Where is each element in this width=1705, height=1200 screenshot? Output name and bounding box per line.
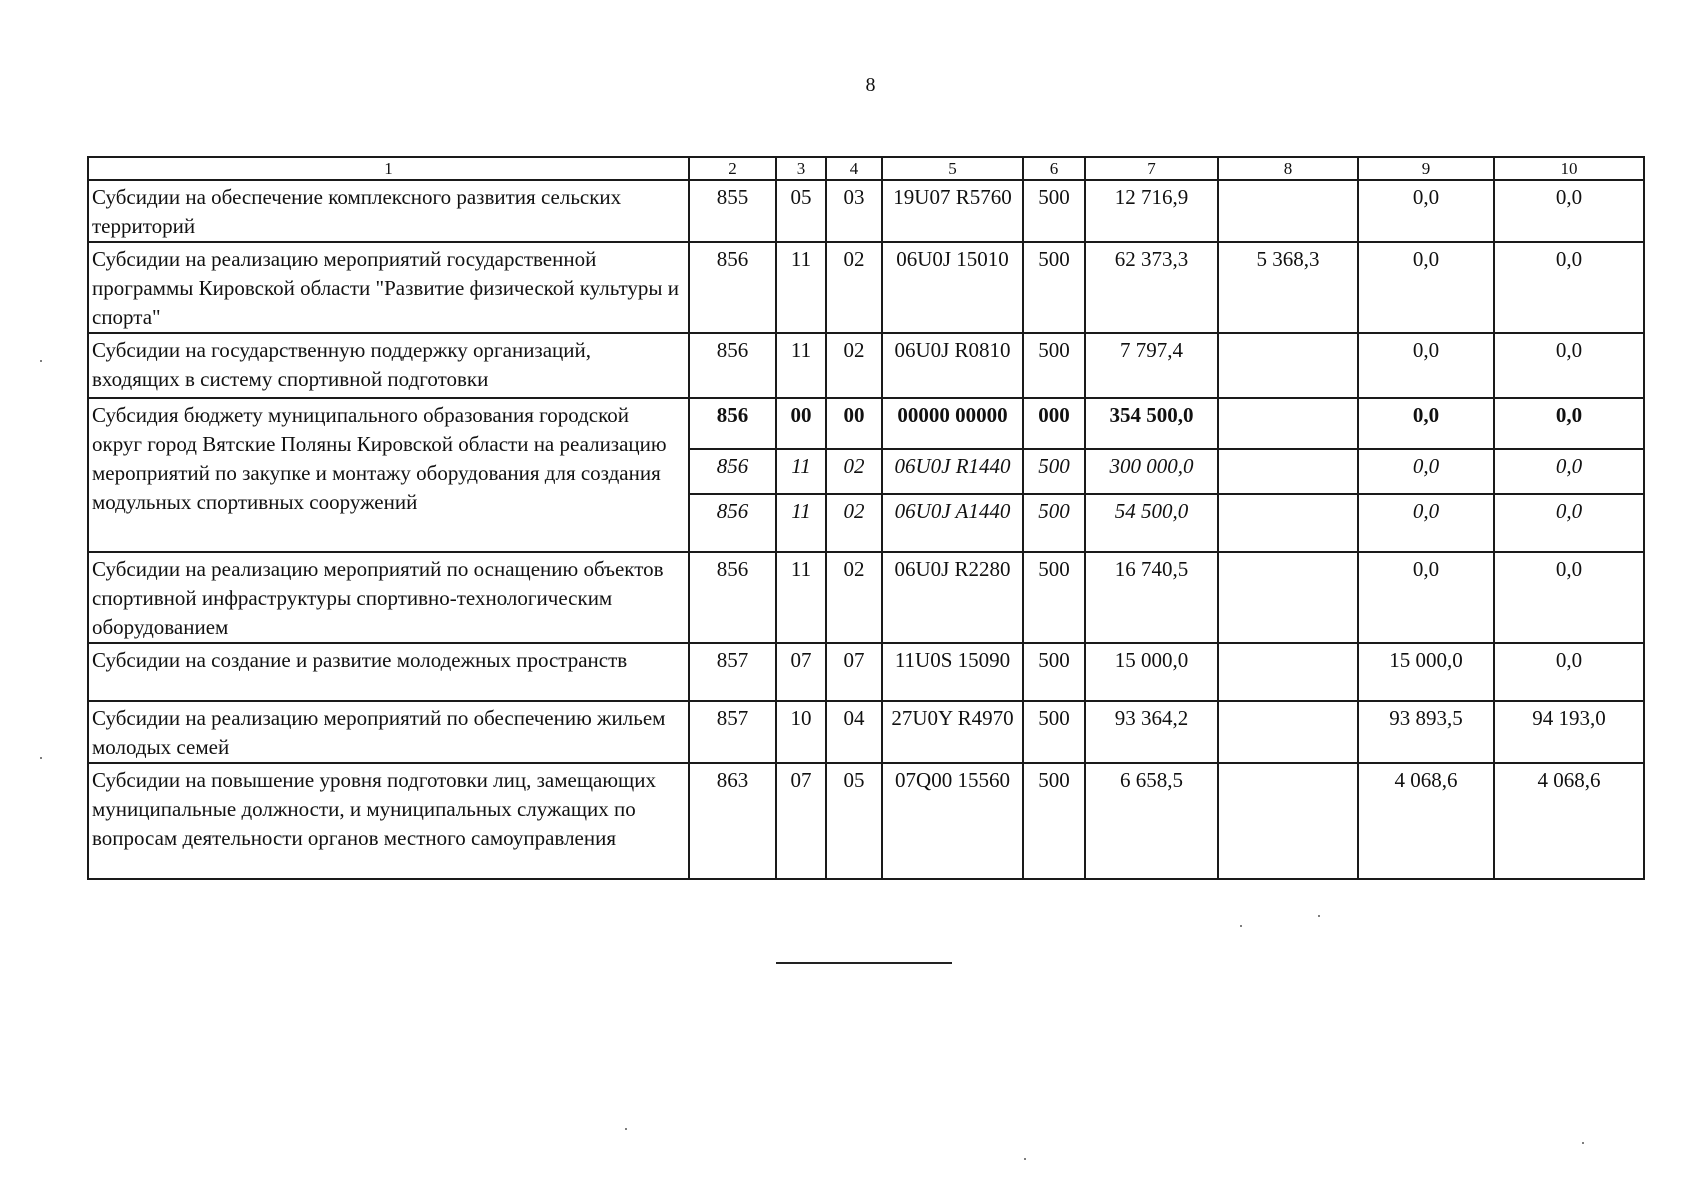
cell-c7: 7 797,4 bbox=[1085, 333, 1218, 398]
row-name: Субсидии на реализацию мероприятий по оснащению объектов спортивной инфраструктуры спортивно-технологическим оборудованием bbox=[88, 552, 689, 643]
cell-c3: 00 bbox=[776, 398, 826, 449]
table-row bbox=[88, 643, 1644, 701]
scan-speck bbox=[40, 360, 42, 362]
cell-c10: 0,0 bbox=[1494, 494, 1644, 552]
cell-c4: 02 bbox=[826, 552, 882, 643]
cell-c9: 0,0 bbox=[1358, 242, 1494, 333]
scan-speck bbox=[40, 757, 42, 759]
cell-c2: 856 bbox=[689, 552, 776, 643]
cell-c2: 857 bbox=[689, 643, 776, 701]
header-cell: 5 bbox=[882, 157, 1023, 180]
cell-c3: 11 bbox=[776, 333, 826, 398]
cell-c2: 863 bbox=[689, 763, 776, 879]
cell-c3: 11 bbox=[776, 494, 826, 552]
cell-c4: 02 bbox=[826, 449, 882, 494]
cell-c5: 00000 00000 bbox=[882, 398, 1023, 449]
cell-c5: 06U0J R2280 bbox=[882, 552, 1023, 643]
cell-c2: 856 bbox=[689, 398, 776, 449]
cell-c10: 0,0 bbox=[1494, 552, 1644, 643]
header-cell: 10 bbox=[1494, 157, 1644, 180]
header-cell: 8 bbox=[1218, 157, 1358, 180]
cell-c7: 62 373,3 bbox=[1085, 242, 1218, 333]
cell-c10: 0,0 bbox=[1494, 398, 1644, 449]
cell-c5: 06U0J R0810 bbox=[882, 333, 1023, 398]
cell-c6: 500 bbox=[1023, 333, 1085, 398]
cell-c4: 03 bbox=[826, 180, 882, 242]
cell-c3: 05 bbox=[776, 180, 826, 242]
header-cell: 1 bbox=[88, 157, 689, 180]
scan-speck bbox=[1318, 915, 1320, 917]
table-row bbox=[88, 701, 1644, 763]
row-name: Субсидии на реализацию мероприятий государственной программы Кировской области "Развитие физической культуры и спорта" bbox=[88, 242, 689, 333]
cell-c9: 0,0 bbox=[1358, 398, 1494, 449]
cell-c8 bbox=[1218, 333, 1358, 398]
cell-c3: 10 bbox=[776, 701, 826, 763]
header-cell: 3 bbox=[776, 157, 826, 180]
cell-c5: 06U0J 15010 bbox=[882, 242, 1023, 333]
cell-c4: 07 bbox=[826, 643, 882, 701]
cell-c9: 0,0 bbox=[1358, 494, 1494, 552]
table-row-total bbox=[88, 398, 1644, 449]
table-row bbox=[88, 763, 1644, 879]
cell-c8 bbox=[1218, 763, 1358, 879]
table-row bbox=[88, 242, 1644, 333]
cell-c10: 0,0 bbox=[1494, 180, 1644, 242]
cell-c9: 93 893,5 bbox=[1358, 701, 1494, 763]
cell-c10: 0,0 bbox=[1494, 643, 1644, 701]
cell-c10: 0,0 bbox=[1494, 333, 1644, 398]
table-header-row bbox=[88, 157, 1644, 180]
cell-c9: 0,0 bbox=[1358, 180, 1494, 242]
cell-c4: 02 bbox=[826, 494, 882, 552]
cell-c3: 07 bbox=[776, 643, 826, 701]
cell-c9: 0,0 bbox=[1358, 552, 1494, 643]
cell-c6: 500 bbox=[1023, 643, 1085, 701]
cell-c9: 0,0 bbox=[1358, 333, 1494, 398]
cell-c3: 11 bbox=[776, 242, 826, 333]
cell-c10: 0,0 bbox=[1494, 449, 1644, 494]
cell-c6: 000 bbox=[1023, 398, 1085, 449]
row-name: Субсидии на реализацию мероприятий по обеспечению жильем молодых семей bbox=[88, 701, 689, 763]
scan-speck bbox=[1240, 925, 1242, 927]
cell-c4: 00 bbox=[826, 398, 882, 449]
cell-c4: 04 bbox=[826, 701, 882, 763]
cell-c2: 855 bbox=[689, 180, 776, 242]
cell-c5: 19U07 R5760 bbox=[882, 180, 1023, 242]
cell-c10: 0,0 bbox=[1494, 242, 1644, 333]
cell-c7: 12 716,9 bbox=[1085, 180, 1218, 242]
cell-c7: 54 500,0 bbox=[1085, 494, 1218, 552]
cell-c6: 500 bbox=[1023, 449, 1085, 494]
cell-c8 bbox=[1218, 398, 1358, 449]
cell-c2: 856 bbox=[689, 242, 776, 333]
header-cell: 9 bbox=[1358, 157, 1494, 180]
cell-c7: 300 000,0 bbox=[1085, 449, 1218, 494]
row-name: Субсидия бюджету муниципального образования городской округ город Вятские Поляны Кировской области на реализацию мероприятий по закупке и монтажу оборудования для создания модульных спортивных сооружений bbox=[88, 398, 689, 552]
cell-c6: 500 bbox=[1023, 180, 1085, 242]
header-cell: 7 bbox=[1085, 157, 1218, 180]
cell-c7: 354 500,0 bbox=[1085, 398, 1218, 449]
cell-c5: 07Q00 15560 bbox=[882, 763, 1023, 879]
cell-c2: 856 bbox=[689, 494, 776, 552]
cell-c9: 4 068,6 bbox=[1358, 763, 1494, 879]
scan-speck bbox=[625, 1128, 627, 1130]
cell-c8 bbox=[1218, 552, 1358, 643]
cell-c5: 27U0Y R4970 bbox=[882, 701, 1023, 763]
table-row bbox=[88, 552, 1644, 643]
cell-c8 bbox=[1218, 701, 1358, 763]
cell-c10: 94 193,0 bbox=[1494, 701, 1644, 763]
cell-c4: 05 bbox=[826, 763, 882, 879]
budget-table bbox=[87, 156, 1645, 880]
row-name: Субсидии на повышение уровня подготовки лиц, замещающих муниципальные должности, и муниципальных служащих по вопросам деятельности органов местного самоуправления bbox=[88, 763, 689, 879]
cell-c3: 11 bbox=[776, 552, 826, 643]
cell-c4: 02 bbox=[826, 333, 882, 398]
cell-c8: 5 368,3 bbox=[1218, 242, 1358, 333]
cell-c3: 07 bbox=[776, 763, 826, 879]
cell-c5: 06U0J R1440 bbox=[882, 449, 1023, 494]
cell-c7: 15 000,0 bbox=[1085, 643, 1218, 701]
cell-c6: 500 bbox=[1023, 763, 1085, 879]
cell-c2: 856 bbox=[689, 449, 776, 494]
cell-c8 bbox=[1218, 449, 1358, 494]
row-name: Субсидии на создание и развитие молодежных пространств bbox=[88, 643, 689, 701]
row-name: Субсидии на обеспечение комплексного развития сельских территорий bbox=[88, 180, 689, 242]
cell-c9: 15 000,0 bbox=[1358, 643, 1494, 701]
cell-c9: 0,0 bbox=[1358, 449, 1494, 494]
cell-c2: 856 bbox=[689, 333, 776, 398]
header-cell: 2 bbox=[689, 157, 776, 180]
cell-c7: 16 740,5 bbox=[1085, 552, 1218, 643]
end-of-table-rule bbox=[776, 962, 952, 964]
scan-speck bbox=[1024, 1158, 1026, 1160]
cell-c7: 6 658,5 bbox=[1085, 763, 1218, 879]
header-cell: 6 bbox=[1023, 157, 1085, 180]
cell-c10: 4 068,6 bbox=[1494, 763, 1644, 879]
scan-speck bbox=[1582, 1142, 1584, 1144]
table-row bbox=[88, 333, 1644, 398]
cell-c8 bbox=[1218, 494, 1358, 552]
cell-c6: 500 bbox=[1023, 242, 1085, 333]
cell-c2: 857 bbox=[689, 701, 776, 763]
cell-c6: 500 bbox=[1023, 552, 1085, 643]
table-row bbox=[88, 180, 1644, 242]
cell-c5: 11U0S 15090 bbox=[882, 643, 1023, 701]
cell-c7: 93 364,2 bbox=[1085, 701, 1218, 763]
cell-c6: 500 bbox=[1023, 701, 1085, 763]
page-number: 8 bbox=[865, 74, 876, 96]
cell-c6: 500 bbox=[1023, 494, 1085, 552]
cell-c3: 11 bbox=[776, 449, 826, 494]
cell-c8 bbox=[1218, 643, 1358, 701]
cell-c5: 06U0J A1440 bbox=[882, 494, 1023, 552]
cell-c4: 02 bbox=[826, 242, 882, 333]
cell-c8 bbox=[1218, 180, 1358, 242]
row-name: Субсидии на государственную поддержку организаций, входящих в систему спортивной подготовки bbox=[88, 333, 689, 398]
header-cell: 4 bbox=[826, 157, 882, 180]
